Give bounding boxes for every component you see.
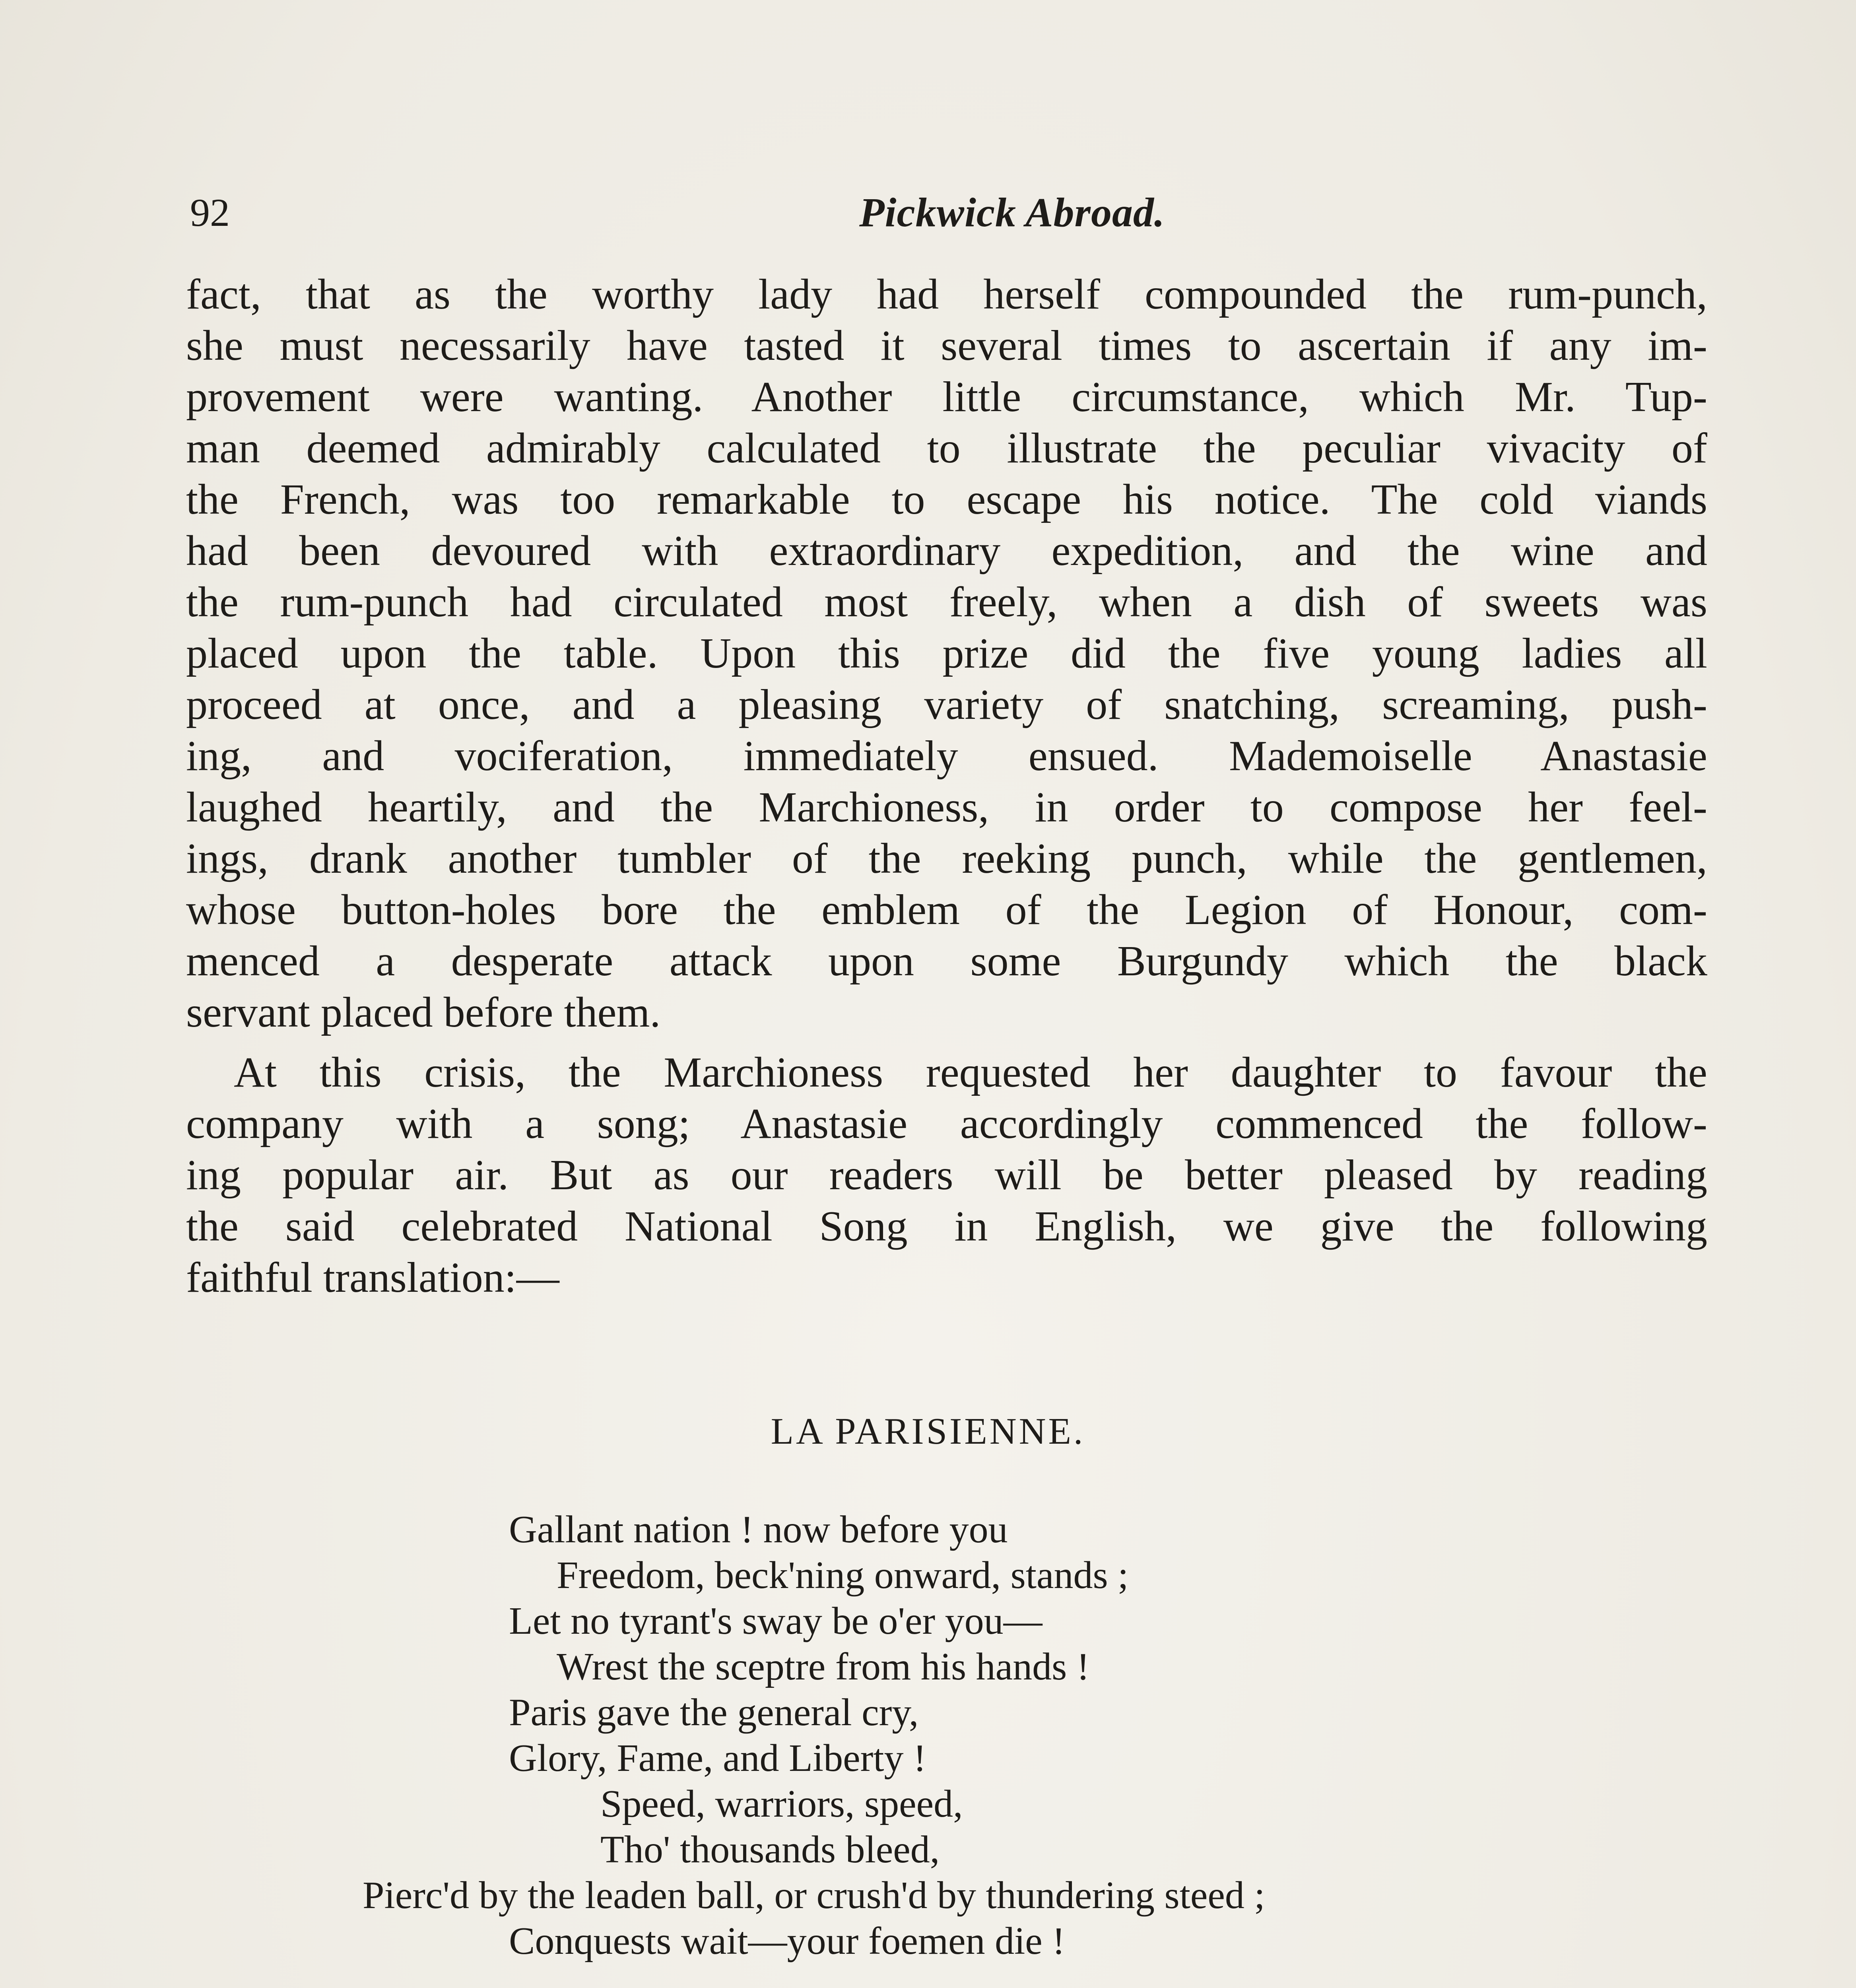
text-line: whose button-holes bore the emblem of the Legion of Honour, com- (186, 886, 1707, 934)
text-line: At this crisis, the Marchioness requested her daughter to favour the (234, 1049, 1707, 1096)
prose-block (186, 269, 1707, 1303)
verse-line: Paris gave the general cry, (509, 1691, 919, 1734)
text-line: man deemed admirably calculated to illustrate the peculiar vivacity of (186, 425, 1707, 472)
paragraph (186, 269, 1707, 1038)
text-line: servant placed before them. (186, 989, 661, 1036)
poem (358, 1507, 1670, 1988)
text-line: the rum-punch had circulated most freely, when a dish of sweets was (186, 579, 1707, 626)
text-line: menced a desperate attack upon some Burgundy which the black (186, 938, 1707, 985)
text-line: faithful translation:— (186, 1254, 559, 1301)
page-header (190, 187, 1165, 239)
text-line: ing, and vociferation, immediately ensued. Mademoiselle Anastasie (186, 732, 1707, 780)
verse-line: Speed, warriors, speed, (600, 1782, 963, 1825)
text-line: ing popular air. But as our readers will be better pleased by reading (186, 1151, 1707, 1199)
verse-line: Glory, Fame, and Liberty ! (509, 1737, 926, 1780)
text-line: the said celebrated National Song in English, we give the following (186, 1203, 1707, 1250)
text-line: she must necessarily have tasted it several times to ascertain if any im- (186, 322, 1707, 369)
verse-line: Wrest the sceptre from his hands ! (557, 1645, 1090, 1688)
running-title: Pickwick Abroad. (859, 190, 1165, 235)
paragraph (186, 1047, 1707, 1303)
verse-line: Pierc'd by the leaden ball, or crush'd by thundering steed ; (363, 1874, 1265, 1917)
text-line: provement were wanting. Another little circumstance, which Mr. Tup- (186, 373, 1707, 421)
stanza (358, 1507, 1670, 1964)
text-line: placed upon the table. Upon this prize did the five young ladies all (186, 630, 1707, 677)
text-line: the French, was too remarkable to escape his notice. The cold viands (186, 476, 1707, 523)
verse-line: Tho' thousands bleed, (600, 1828, 940, 1871)
text-line: fact, that as the worthy lady had herself compounded the rum-punch, (186, 271, 1707, 318)
page-number: 92 (190, 190, 230, 235)
verse-line: Gallant nation ! now before you (509, 1508, 1008, 1551)
text-line: company with a song; Anastasie accordingly commenced the follow- (186, 1100, 1707, 1147)
text-line: laughed heartily, and the Marchioness, in order to compose her feel- (186, 784, 1707, 831)
verse-line: Conquests wait—your foemen die ! (509, 1920, 1065, 1963)
text-line: proceed at once, and a pleasing variety of snatching, screaming, push- (186, 681, 1707, 728)
poem-title: LA PARISIENNE. (771, 1411, 1085, 1452)
text-line: had been devoured with extraordinary expedition, and the wine and (186, 527, 1707, 575)
text-line: ings, drank another tumbler of the reeking punch, while the gentlemen, (186, 835, 1707, 882)
verse-line: Let no tyrant's sway be o'er you— (509, 1600, 1043, 1642)
verse-line: Freedom, beck'ning onward, stands ; (557, 1554, 1129, 1597)
